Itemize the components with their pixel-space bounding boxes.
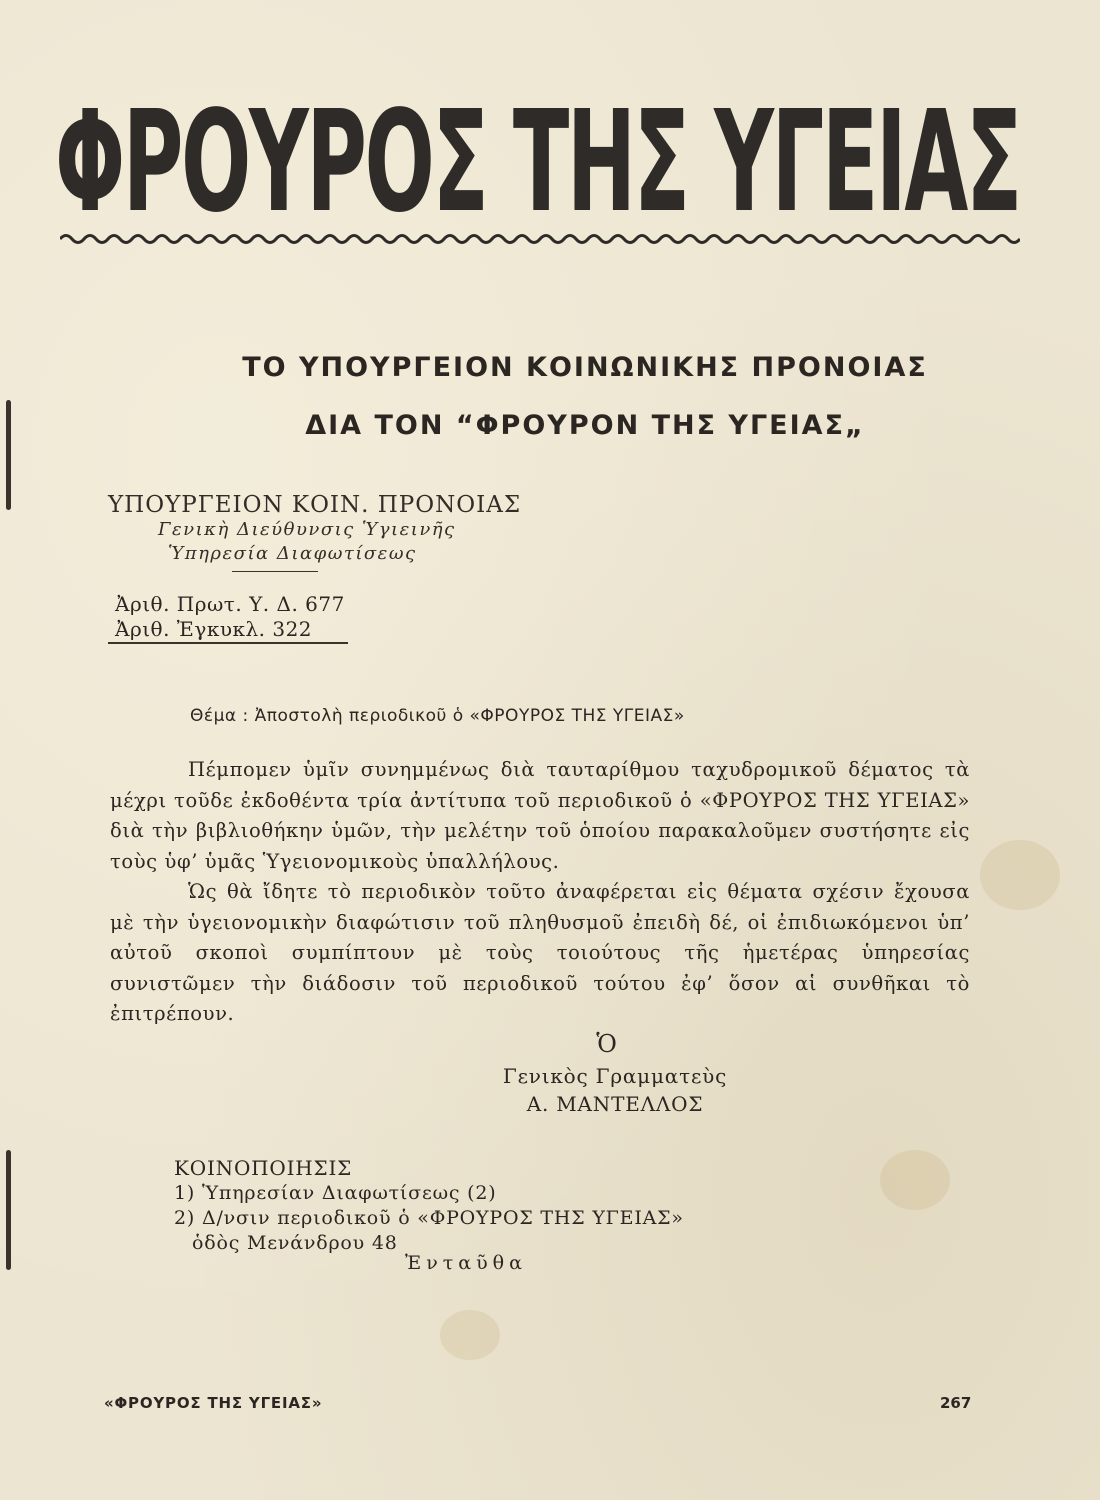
masthead-title: ΦΡΟΥΡΟΣ ΤΗΣ ΥΓΕΙΑΣ bbox=[55, 81, 1021, 244]
signature-name: Α. ΜΑΝΤΕΛΛΟΣ bbox=[526, 1092, 704, 1116]
directorate-name: Γενικὴ Διεύθυνσις Ὑγιεινῆς bbox=[158, 519, 456, 540]
binding-staple-bottom bbox=[6, 1150, 11, 1270]
notification-item: 2) Δ/νσιν περιοδικοῦ ὁ «ΦΡΟΥΡΟΣ ΤΗΣ ΥΓΕΙΑΣ» bbox=[174, 1207, 684, 1229]
footer-journal-title: «ΦΡΟΥΡΟΣ ΤΗΣ ΥΓΕΙΑΣ» bbox=[104, 1394, 323, 1412]
divider bbox=[108, 642, 348, 644]
paper-stain bbox=[440, 1310, 500, 1360]
heading-for-journal: ΔΙΑ ΤΟΝ “ΦΡΟΥΡΟΝ ΤΗΣ ΥΓΕΙΑΣ„ bbox=[305, 410, 865, 441]
circular-number: Ἀριθ. Ἐγκυκλ. 322 bbox=[115, 617, 313, 641]
heading-ministry: ΤΟ ΥΠΟΥΡΓΕΙΟΝ ΚΟΙΝΩΝΙΚΗΣ ΠΡΟΝΟΙΑΣ bbox=[242, 352, 928, 383]
letter-subject: Θέμα : Ἀποστολὴ περιοδικοῦ ὁ «ΦΡΟΥΡΟΣ ΤΗΣ ΥΓΕΙΑΣ» bbox=[190, 706, 685, 726]
service-name: Ὑπηρεσία Διαφωτίσεως bbox=[168, 543, 417, 564]
letter-body bbox=[110, 755, 970, 1030]
body-paragraph: Πέμπομεν ὑμῖν συνημμένως διὰ ταυταρίθμου ταχυδρομικοῦ δέματος τὰ μέχρι τοῦδε ἐκδοθέντα τρία ἀντίτυπα τοῦ περιοδικοῦ ὁ «ΦΡΟΥΡΟΣ ΤΗΣ ΥΓΕΙΑΣ» διὰ τὴν βιβλιοθήκην ὑμῶν, τὴν μελέτην τοῦ ὁποίου παρακαλοῦμεν συστήσητε εἰς τοὺς ὑφ’ ὑμᾶς Ὑγειονομικοὺς ὑπαλλήλους. bbox=[110, 758, 970, 873]
notification-place: Ἐνταῦθα bbox=[405, 1252, 527, 1274]
paper-stain bbox=[980, 840, 1060, 910]
protocol-number: Ἀριθ. Πρωτ. Υ. Δ. 677 bbox=[115, 592, 345, 616]
paper-stain bbox=[880, 1150, 950, 1210]
divider bbox=[232, 571, 318, 572]
notification-address: ὁδὸς Μενάνδρου 48 bbox=[192, 1232, 398, 1254]
signature-article: Ὁ bbox=[596, 1030, 618, 1058]
decorative-wave-rule bbox=[60, 232, 1020, 246]
page-number: 267 bbox=[940, 1394, 972, 1412]
ministry-name: ΥΠΟΥΡΓΕΙΟΝ ΚΟΙΝ. ΠΡΟΝΟΙΑΣ bbox=[108, 492, 522, 518]
notifications-heading: ΚΟΙΝΟΠΟΙΗΣΙΣ bbox=[174, 1156, 353, 1180]
notification-item: 1) Ὑπηρεσίαν Διαφωτίσεως (2) bbox=[174, 1182, 497, 1204]
body-paragraph: Ὡς θὰ ἴδητε τὸ περιοδικὸν τοῦτο ἀναφέρεται εἰς θέματα σχέσιν ἔχουσα μὲ τὴν ὑγειονομικὴν διαφώτισιν τοῦ πληθυσμοῦ ἐπειδὴ δέ, οἱ ἐπιδιωκόμενοι ὑπ’ αὐτοῦ σκοποὶ συμπίπτουν μὲ τοὺς τοιούτους τῆς ἡμετέρας ὑπηρεσίας συνιστῶμεν τὴν διάδοσιν τοῦ περιοδικοῦ τούτου ἐφ’ ὅσον αἱ συνθῆκαι τὸ ἐπιτρέπουν. bbox=[110, 880, 970, 1025]
signature-role: Γενικὸς Γραμματεὺς bbox=[502, 1064, 728, 1088]
